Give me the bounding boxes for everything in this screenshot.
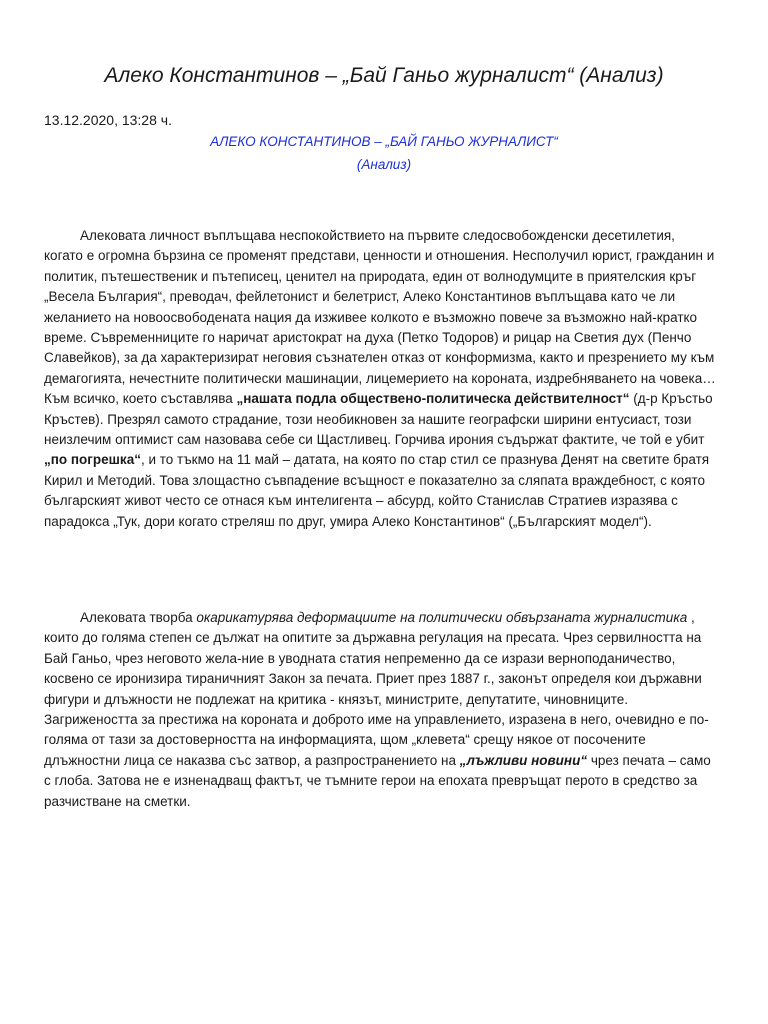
paragraph-1-text-c: , и то тъкмо на 11 май – датата, на която по стар стил се празнува Денят на светите братя Кирил и Методий. Това злощастно съвпадение всъщност е показателно за сляпата враждебност, с която българският живот често се отнася към интелигента – абсурд, който Станислав Стратиев изразява с парадокса „Тук, дори когато стреляш по друг, умира Алеко Константинов“ („Българският модел“).: [44, 452, 710, 529]
paragraph-1-text-a: Алековата личност въплъщава неспокойствието на първите следосвобожденски десетилетия, когато е огромна бързина се променят представи, ценности и отношения. Несполучил юрист, гражданин и политик, пътешественик и пътеписец, ценител на природата, един от волнодумците в приятелския кръг „Весела България“, преводач, фейлетонист и белетрист, Алеко Константинов въплъщава като че ли желанието на новоосвободената нация да изживее колкото е възможно повече за възможно най-кратко време. Съвременниците го наричат аристократ на духа (Петко Тодоров) и рицар на Светия дух (Пенчо Славейков), за да характеризират неговия съзнателен отказ от конформизма, както и презрението му към демагогията, нечестните политически машинации, лицемерието на короната, издребняването на човека… Към всичко, което съставлява: [44, 228, 716, 407]
subtitle-analysis: (Анализ): [356, 157, 412, 172]
paragraph-1-text-b: (д-р Кръстьо Кръстев). Презрял самото страдание, този необикновен за нашите географски ширини ентусиаст, този неизлечим оптимист сам назовава себе си Щастливец. Горчива ирония съдържат фактите, че той е убит: [44, 391, 713, 448]
paragraph-1: [44, 226, 716, 532]
paragraph-1-bold-quote-a: „нашата подла обществено-политическа действителност“: [236, 391, 630, 407]
paragraph-2-text-a: Алековата творба: [80, 610, 197, 625]
paragraph-2-italic-phrase: окарикатурява деформациите на политически обвързаната журналистика: [196, 610, 688, 625]
paragraph-2-text-b: , които до голяма степен се дължат на опитите за държавна регулация на пресата. Чрез сервилността на Бай Ганьо, чрез неговото жела-ние в уводната статия непременно да се изрази верноподаничество, косвено се иронизира тираничният Закон за печата. Приет през 1887 г., законът определя кои държавни фигури и длъжности не подлежат на критика - князът, министрите, депутатите, чиновниците. Загрижеността за престижа на короната и доброто име на управлението, изразена в него, очевидно е по-голяма от тази за достоверността на информацията, щом „клевета“ срещу някое от посочените длъжностни лица се наказва със затвор, а разпространението на: [44, 610, 709, 768]
paragraph-2: [44, 608, 716, 812]
publish-date: 13.12.2020, 13:28 ч.: [44, 112, 172, 128]
paragraph-2-text-c: чрез печата – само с глоба. Затова не е изненадващ фактът, че тъмните герои на епохата превръщат перото в средство за разчистване на сметки.: [44, 752, 711, 809]
document-title: Алеко Константинов – „Бай Ганьо журналист“ (Анализ): [104, 64, 664, 87]
paragraph-2-bold-italic-quote: „лъжливи новини“: [459, 752, 588, 768]
subtitle-heading: АЛЕКО КОНСТАНТИНОВ – „БАЙ ГАНЬО ЖУРНАЛИСТ“: [210, 134, 558, 149]
paragraph-1-bold-quote-b: „по погрешка“: [44, 452, 141, 468]
